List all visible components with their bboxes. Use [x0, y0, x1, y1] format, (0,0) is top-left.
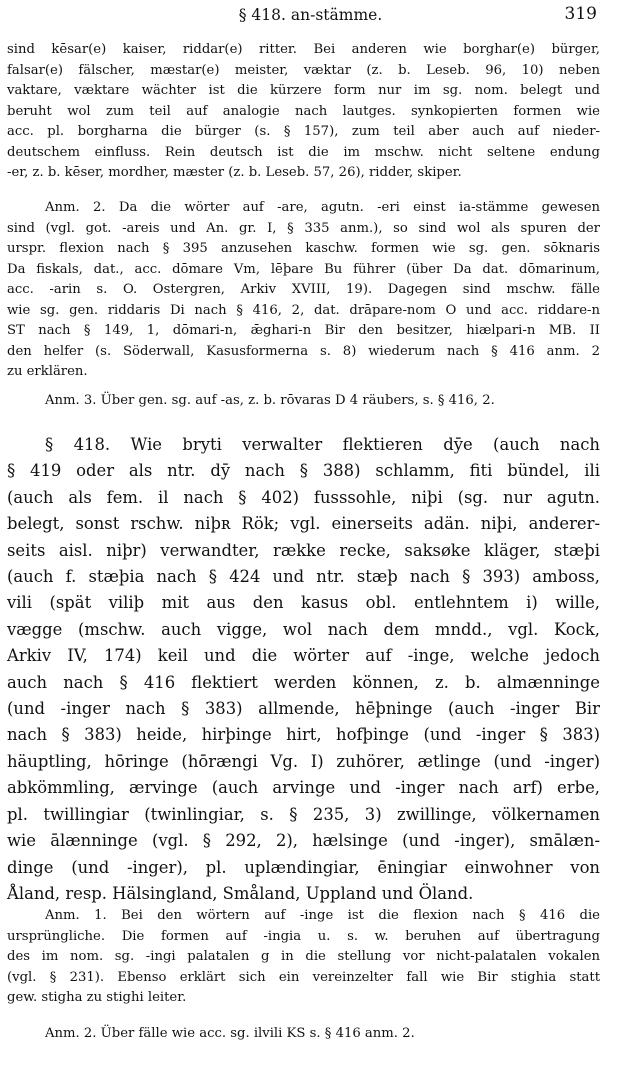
- text-line: abkömmling, ærvinge (auch arvinge und -inger nach arf) erbe,: [7, 778, 600, 798]
- text-line: sind (vgl. got. -areis und An. gr. I, § 335 anm.), so sind wol als spuren der: [7, 220, 600, 236]
- text-line: auch nach § 416 flektiert werden können, z. b. almænninge: [7, 672, 600, 692]
- text-line: gew. stigha zu stighi leiter.: [7, 990, 187, 1005]
- page-number: 319: [564, 4, 597, 24]
- text-line: beruht wol zum teil auf analogie nach lautges. synkopierten formen wie: [7, 103, 600, 119]
- text-line: sind kēsar(e) kaiser, riddar(e) ritter. Bei anderen wie borghar(e) bürger,: [7, 42, 600, 57]
- note-anm-1-section-418: [7, 906, 600, 1009]
- text-line: nach § 383) heide, hirþinge hirt, hofþinge (und -inger § 383): [7, 725, 600, 745]
- text-line: Anm. 2. Über fälle wie acc. sg. ilvili KS s. § 416 anm. 2.: [45, 1026, 415, 1041]
- note-anm-2: [7, 198, 600, 383]
- paragraph-continuation: [7, 40, 600, 184]
- section-418: [7, 432, 600, 907]
- text-line: ST nach § 149, 1, dōmari-n, ǣghari-n Bir den besitzer, hiælpari-n MB. II: [7, 323, 600, 338]
- text-line: -er, z. b. kēser, mordher, mæster (z. b. Leseb. 57, 26), ridder, skiper.: [7, 165, 462, 180]
- page-header: [0, 4, 621, 26]
- text-line: § 418. Wie bryti verwalter flektieren dȳe (auch nach: [45, 435, 600, 454]
- text-line: § 419 oder als ntr. dȳ nach § 388) schlamm, fiti bündel, ili: [7, 461, 600, 481]
- text-line: deutschem einfluss. Rein deutsch ist die im mschw. nicht seltene endung: [7, 144, 600, 160]
- text-line: (vgl. § 231). Ebenso erklärt sich ein vereinzelter fall wie Bir stighia statt: [7, 969, 600, 985]
- text-line: urspr. flexion nach § 395 anzusehen kaschw. formen wie sg. gen. sōknaris: [7, 241, 600, 256]
- text-line: acc. -arin s. O. Ostergren, Arkiv XVIII, 19). Dagegen sind mschw. fälle: [7, 282, 600, 297]
- text-line: zu erklären.: [7, 364, 88, 379]
- text-line: den helfer (s. Söderwall, Kasusformerna s. 8) wiederum nach § 416 anm. 2: [7, 343, 600, 359]
- text-line: Da fiskals, dat., acc. dōmare Vm, lēþare Bu führer (über Da dat. dōmarinum,: [7, 261, 600, 277]
- text-line: wie ālænninge (vgl. § 292, 2), hælsinge (und -inger), smālæn-: [7, 831, 600, 851]
- text-line: dinge (und -inger), pl. uplændingiar, ēningiar einwohner von: [7, 857, 600, 877]
- note-anm-2-section-418: [7, 1024, 600, 1045]
- text-line: falsar(e) fälscher, mæstar(e) meister, væktar (z. b. Leseb. 96, 10) neben: [7, 62, 600, 78]
- text-line: des im nom. sg. -ingi palatalen g in die stellung vor nicht-palatalen vokalen: [7, 949, 600, 964]
- text-line: seits aisl. niþr) verwandter, række recke, saksøke kläger, stæþi: [7, 540, 600, 560]
- text-line: (auch als fem. il nach § 402) fusssohle, niþi (sg. nur agutn.: [7, 487, 600, 507]
- text-line: Anm. 3. Über gen. sg. auf -as, z. b. rōvaras D 4 räubers, s. § 416, 2.: [45, 393, 495, 408]
- text-line: wie sg. gen. riddaris Di nach § 416, 2, dat. drāpare-nom O und acc. riddare-n: [7, 302, 600, 318]
- note-anm-3: [7, 391, 600, 412]
- text-line: pl. twillingiar (twinlingiar, s. § 235, 3) zwillinge, völkernamen: [7, 804, 600, 824]
- text-line: vaktare, væktare wächter ist die kürzere form nur im sg. nom. belegt und: [7, 83, 600, 98]
- text-line: Anm. 2. Da die wörter auf -are, agutn. -eri einst ia-stämme gewesen: [45, 200, 600, 215]
- text-line: vægge (mschw. auch vigge, wol nach dem mndd., vgl. Kock,: [7, 619, 600, 639]
- text-line: vili (spät viliþ mit aus den kasus obl. entlehntem i) wille,: [7, 593, 600, 613]
- text-line: Åland, resp. Hälsingland, Småland, Uppland und Öland.: [7, 883, 474, 903]
- text-line: (auch f. stæþia nach § 424 und ntr. stæþ nach § 393) amboss,: [7, 567, 600, 587]
- text-line: acc. pl. borgharna die bürger (s. § 157), zum teil aber auch auf nieder-: [7, 124, 600, 139]
- text-line: ursprüngliche. Die formen auf -ingia u. s. w. beruhen auf übertragung: [7, 928, 600, 944]
- text-line: (und -inger nach § 383) allmende, hēþninge (auch -inger Bir: [7, 699, 600, 719]
- text-line: häuptling, hōringe (hōrængi Vg. I) zuhörer, ætlinge (und -inger): [7, 751, 600, 771]
- text-line: Anm. 1. Bei den wörtern auf -inge ist die flexion nach § 416 die: [45, 908, 600, 923]
- text-line: belegt, sonst rschw. niþʀ Rök; vgl. einerseits adän. niþi, anderer-: [7, 514, 600, 534]
- text-line: Arkiv IV, 174) keil und die wörter auf -inge, welche jedoch: [7, 646, 600, 666]
- running-title: § 418. an-stämme.: [238, 6, 383, 24]
